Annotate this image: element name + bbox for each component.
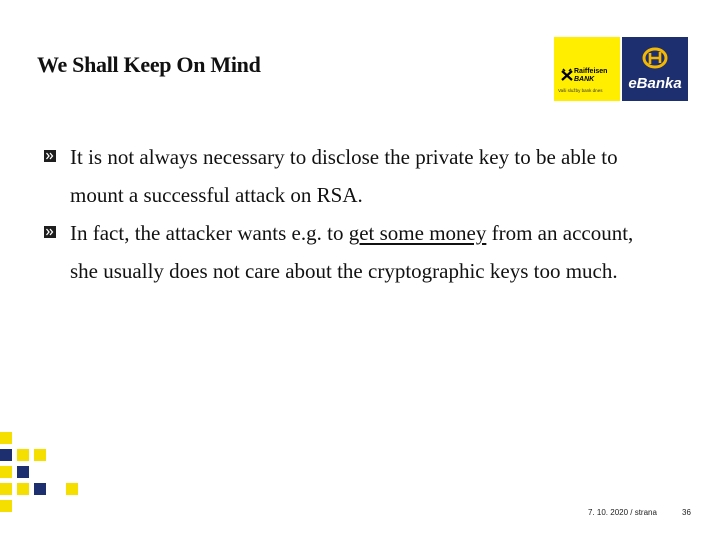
bullet-item: [44, 138, 634, 214]
bullet-text-after: from an account, she usually does not care about the cryptographic keys too much.: [70, 221, 634, 283]
decor-square: [0, 449, 12, 461]
raiffeisen-logo-line1: Raiffeisen: [574, 68, 608, 75]
raiffeisen-logo: [554, 37, 620, 101]
raiffeisen-logo-line2: BANK: [574, 76, 595, 83]
raiffeisen-cross-icon: [560, 68, 574, 82]
slide-title: We Shall Keep On Mind: [37, 52, 261, 77]
raiffeisen-logo-slogan: Vaši služby bank dnes: [558, 88, 603, 93]
bullet-text: It is not always necessary to disclose the private key to be able to mount a successful attack on RSA.: [70, 145, 618, 207]
ebanka-emblem-icon: [640, 43, 670, 73]
decor-square: [0, 432, 12, 444]
decor-square: [0, 466, 12, 478]
decor-square: [34, 483, 46, 495]
bullet-list: [44, 138, 634, 290]
double-chevron-right-icon: [44, 226, 56, 238]
decor-square: [17, 483, 29, 495]
decor-square: [0, 483, 12, 495]
bullet-text-underlined: get some money: [348, 221, 487, 245]
decor-square: [34, 449, 46, 461]
decor-square: [17, 449, 29, 461]
footer-date-author: 7. 10. 2020 / strana: [588, 508, 657, 517]
bullet-item: [44, 214, 634, 290]
double-chevron-right-icon: [44, 150, 56, 162]
decor-square: [66, 483, 78, 495]
bullet-text-before: In fact, the attacker wants e.g. to: [70, 221, 349, 245]
ebanka-logo: [622, 37, 688, 101]
decor-square: [17, 466, 29, 478]
page-number: 36: [682, 508, 691, 517]
ebanka-logo-text: eBanka: [628, 75, 682, 92]
decor-square: [0, 500, 12, 512]
